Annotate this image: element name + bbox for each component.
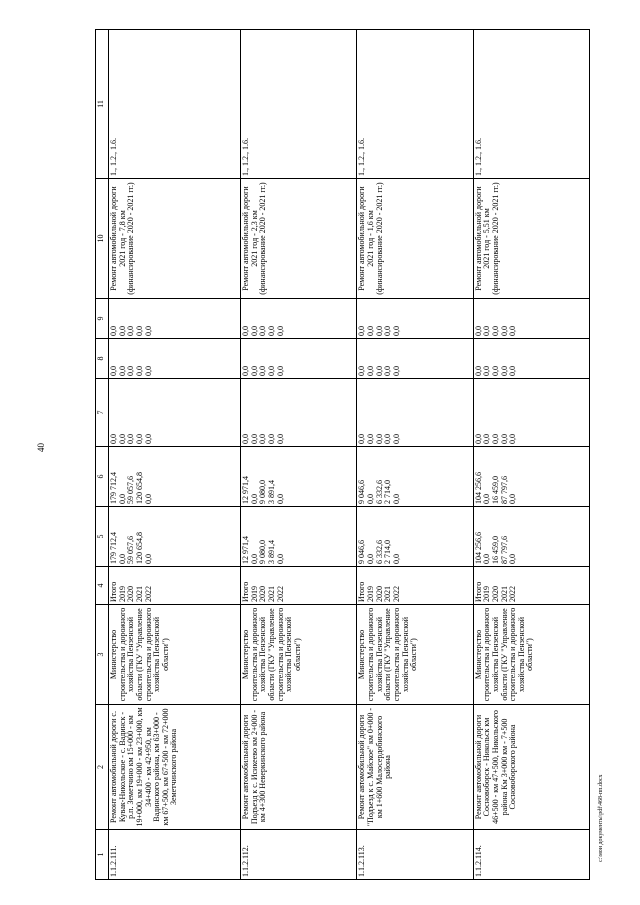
table-row	[241, 30, 357, 880]
indicator-links: 1., 1.2., 1.6.	[357, 30, 473, 179]
col-header: 4	[96, 567, 109, 605]
object-name: Ремонт автомобильной дороги Сосновоборск - Никольск км 46+500 - км 47+500, Никольского района Км 3+000 км - 7+500 Сосновоборского района	[473, 705, 589, 830]
other-sources: 0,0 0,0 0,0 0,0 0,0	[109, 299, 241, 339]
indicator-links: 1., 1.2., 1.6.	[109, 30, 241, 179]
total-amount: 179 712,4 0,0 59 057,6 120 654,8 0,0	[109, 507, 241, 567]
program-table-wrapper	[95, 30, 590, 880]
regional-budget: 9 046,6 0,0 6 332,6 2 714,0 0,0	[357, 447, 473, 507]
col-header: 6	[96, 447, 109, 507]
row-id: 1.1.2.112.	[241, 830, 357, 880]
other-sources: 0,0 0,0 0,0 0,0 0,0	[241, 299, 357, 339]
years: Итого 2019 2020 2021 2022	[241, 567, 357, 605]
header-row	[96, 30, 109, 880]
expected-result: Ремонт автомобильной дороги 2021 год - 1,6 км (финансирование 2020 - 2021 гг.)	[357, 179, 473, 299]
col-header: 11	[96, 30, 109, 179]
executor: Министерство строительства и дорожного хозяйства Пензенской области (ГКУ "Управление строительства и дорожного хозяйства Пензенской области")	[241, 605, 357, 705]
indicator-links: 1., 1.2., 1.6.	[241, 30, 357, 179]
executor: Министерство строительства и дорожного хозяйства Пензенской области (ГКУ "Управление строительства и дорожного хозяйства Пензенской области")	[357, 605, 473, 705]
federal-budget: 0,0 0,0 0,0 0,0 0,0	[109, 379, 241, 447]
local-budget: 0,0 0,0 0,0 0,0 0,0	[241, 339, 357, 379]
col-header: 7	[96, 379, 109, 447]
federal-budget: 0,0 0,0 0,0 0,0 0,0	[357, 379, 473, 447]
expected-result: Ремонт автомобильной дороги 2021 год - 7,8 км (финансирование 2020 - 2021 гг.)	[109, 179, 241, 299]
other-sources: 0,0 0,0 0,0 0,0 0,0	[473, 299, 589, 339]
regional-budget: 104 256,6 0,0 16 459,0 87 797,6 0,0	[473, 447, 589, 507]
col-header: 8	[96, 339, 109, 379]
total-amount: 104 256,6 0,0 16 459,0 87 797,6 0,0	[473, 507, 589, 567]
col-header: 9	[96, 299, 109, 339]
file-path-footer: c:\мои документы\pdf\468-пп.docx	[598, 774, 604, 862]
other-sources: 0,0 0,0 0,0 0,0 0,0	[357, 299, 473, 339]
local-budget: 0,0 0,0 0,0 0,0 0,0	[109, 339, 241, 379]
years: Итого 2019 2020 2021 2022	[357, 567, 473, 605]
col-header: 3	[96, 605, 109, 705]
indicator-links: 1., 1.2., 1.6.	[473, 30, 589, 179]
table-row	[473, 30, 589, 880]
table-row	[357, 30, 473, 880]
regional-budget: 179 712,4 0,0 59 057,6 120 654,8 0,0	[109, 447, 241, 507]
expected-result: Ремонт автомобильной дороги 2021 год - 5,51 км (финансирование 2020 - 2021 гг.)	[473, 179, 589, 299]
row-id: 1.1.2.111.	[109, 830, 241, 880]
col-header: 10	[96, 179, 109, 299]
object-name: Ремонт автомобильной дороги "Подъезд к с. Майское" км 0+000 - км 1+600 Малосердобинского района	[357, 705, 473, 830]
col-header: 5	[96, 507, 109, 567]
executor: Министерство строительства и дорожного хозяйства Пензенской области (ГКУ "Управление строительства и дорожного хозяйства Пензенской области")	[109, 605, 241, 705]
page-number: 40	[36, 443, 46, 452]
local-budget: 0,0 0,0 0,0 0,0 0,0	[357, 339, 473, 379]
col-header: 2	[96, 705, 109, 830]
expected-result: Ремонт автомобильной дороги 2021 год - 2,3 км (финансирование 2020 - 2021 гг.)	[241, 179, 357, 299]
federal-budget: 0,0 0,0 0,0 0,0 0,0	[473, 379, 589, 447]
regional-budget: 12 971,4 0,0 9 080,0 3 891,4 0,0	[241, 447, 357, 507]
total-amount: 12 971,4 0,0 9 080,0 3 891,4 0,0	[241, 507, 357, 567]
object-name: Ремонт автомобильной дороги Подъезд к с. Исикеево км 2+000 - км 4+300 Неверкинского района	[241, 705, 357, 830]
table-row	[109, 30, 241, 880]
row-id: 1.1.2.114.	[473, 830, 589, 880]
total-amount: 9 046,6 0,0 6 332,6 2 714,0 0,0	[357, 507, 473, 567]
object-name: Ремонт автомобильной дороги с. Кувак-Никольское - с. Вадинск - р.п. Земетчино км 15+000 - км 19+000, км 19+000 - км 23+000, км 34+400 - км 42+950, км Вадинского района, км 63+000 - км 67+500, км 67+500 - км 72+000 Земетчинского района	[109, 705, 241, 830]
years: Итого 2019 2020 2021 2022	[109, 567, 241, 605]
federal-budget: 0,0 0,0 0,0 0,0 0,0	[241, 379, 357, 447]
executor: Министерство строительства и дорожного хозяйства Пензенской области (ГКУ "Управление строительства и дорожного хозяйства Пензенской области")	[473, 605, 589, 705]
row-id: 1.1.2.113.	[357, 830, 473, 880]
col-header: 1	[96, 830, 109, 880]
years: Итого 2019 2020 2021 2022	[473, 567, 589, 605]
program-table	[95, 29, 590, 880]
local-budget: 0,0 0,0 0,0 0,0 0,0	[473, 339, 589, 379]
